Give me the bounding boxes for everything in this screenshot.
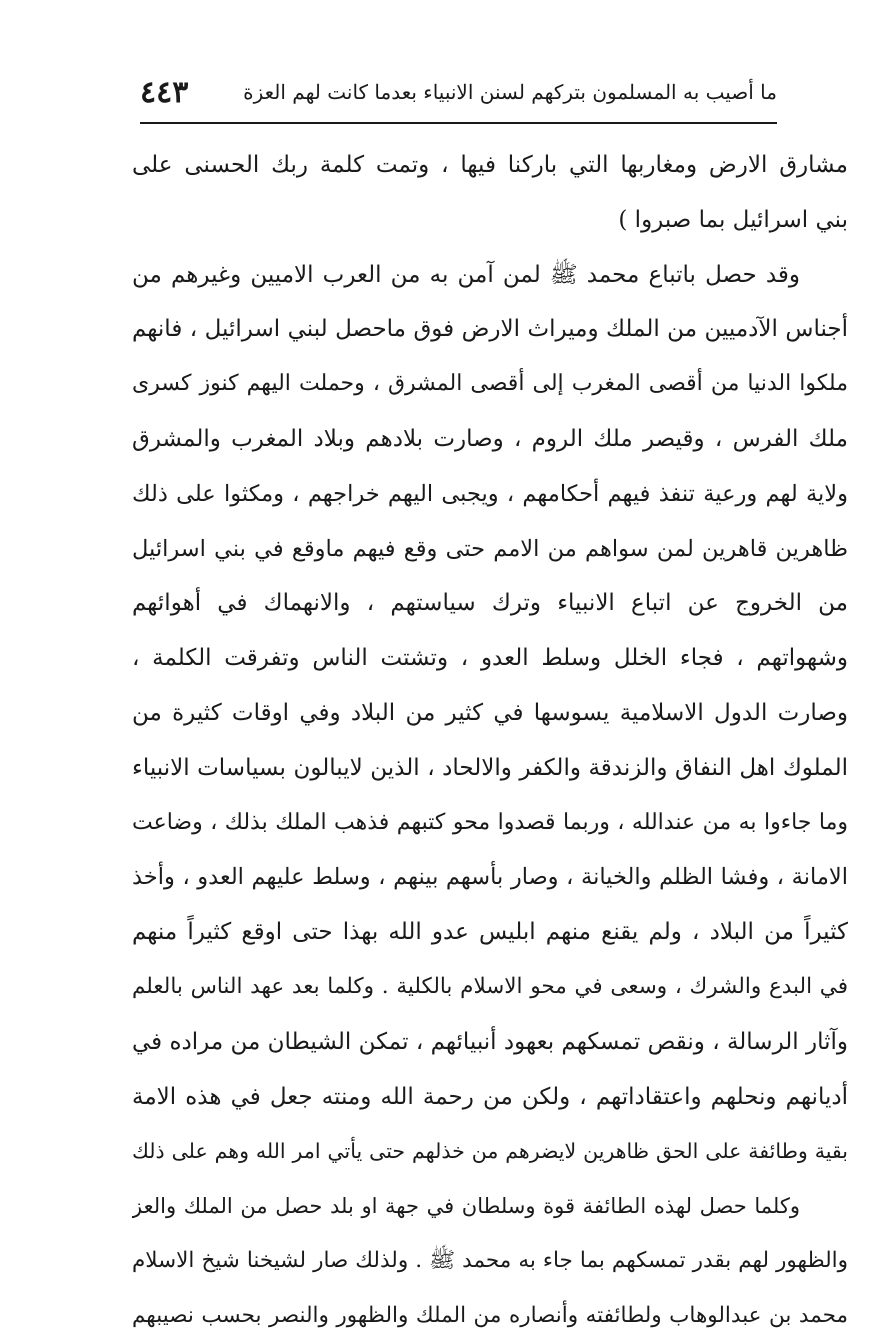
text-line: وشهواتهم ، فجاء الخلل وسلط العدو ، وتشتت الناس وتفرقت الكلمة ، <box>132 645 848 672</box>
text-line: من الخروج عن اتباع الانبياء وترك سياستهم ، والانهماك في أهوائهم <box>132 590 848 617</box>
text-line: وقد حصل باتباع محمد ﷺ لمن آمن به من العرب الاميين وغيرهم من <box>132 261 800 288</box>
text-line: وصارت الدول الاسلامية يسوسها في كثير من البلاد وفي اوقات كثيرة من <box>132 699 848 726</box>
text-line: ظاهرين قاهرين لمن سواهم من الامم حتى وقع فيهم ماوقع في بني اسرائيل <box>132 535 848 562</box>
text-line: الملوك اهل النفاق والزندقة والكفر والالحاد ، الذين لايبالون بسياسات الانبياء <box>132 754 848 781</box>
text-line: وآثار الرسالة ، ونقص تمسكهم بعهود أنبيائهم ، تمكن الشيطان من مراده في <box>132 1028 848 1055</box>
text-line: في البدع والشرك ، وسعى في محو الاسلام بالكلية . وكلما بعد عهد الناس بالعلم <box>132 973 848 999</box>
text-line: كثيراً من البلاد ، ولم يقنع منهم ابليس عدو الله بهذا حتى اوقع كثيراً منهم <box>132 919 848 946</box>
text-line: ملك الفرس ، وقيصر ملك الروم ، وصارت بلادهم وبلاد المغرب والمشرق <box>132 425 848 452</box>
text-line: أديانهم ونحلهم واعتقاداتهم ، ولكن من رحمة الله ومنته جعل في هذه الامة <box>132 1083 848 1110</box>
text-line: الامانة ، وفشا الظلم والخيانة ، وصار بأسهم بينهم ، وسلط عليهم العدو ، وأخذ <box>132 864 848 891</box>
text-line: ملكوا الدنيا من أقصى المغرب إلى أقصى المشرق ، وحملت اليهم كنوز كسرى <box>132 371 848 397</box>
text-line: مشارق الارض ومغاربها التي باركنا فيها ، وتمت كلمة ربك الحسنى على <box>132 152 848 178</box>
text-line: وما جاءوا به من عندالله ، وربما قصدوا محو كتبهم فذهب الملك بذلك ، وضاعت <box>132 809 848 835</box>
header-rule <box>140 122 777 124</box>
text-line: ولاية لهم ورعية تنفذ فيهم أحكامهم ، ويجبى اليهم خراجهم ، ومكثوا على ذلك <box>132 480 848 507</box>
running-header <box>140 70 777 114</box>
text-line: بني اسرائيل بما صبروا ) <box>618 206 848 233</box>
page-number: ٤٤٣ <box>140 74 189 110</box>
running-title: ما أصيب به المسلمون بتركهم لسنن الانبياء بعدما كانت لهم العزة <box>243 80 777 104</box>
text-line: بقية وطائفة على الحق ظاهرين لايضرهم من خذلهم حتى يأتي امر الله وهم على ذلك <box>132 1139 848 1164</box>
body-text <box>132 138 848 1344</box>
text-line: محمد بن عبدالوهاب ولطائفته وأنصاره من الملك والظهور والنصر بحسب نصيبهم <box>132 1302 848 1328</box>
text-line: والظهور لهم بقدر تمسكهم بما جاء به محمد ﷺ . ولذلك صار لشيخنا شيخ الاسلام <box>132 1247 848 1273</box>
text-line: وكلما حصل لهذه الطائفة قوة وسلطان في جهة او بلد حصل من الملك والعز <box>132 1194 800 1219</box>
text-line: أجناس الآدميين من الملك وميراث الارض فوق ماحصل لبني اسرائيل ، فانهم <box>132 316 848 343</box>
